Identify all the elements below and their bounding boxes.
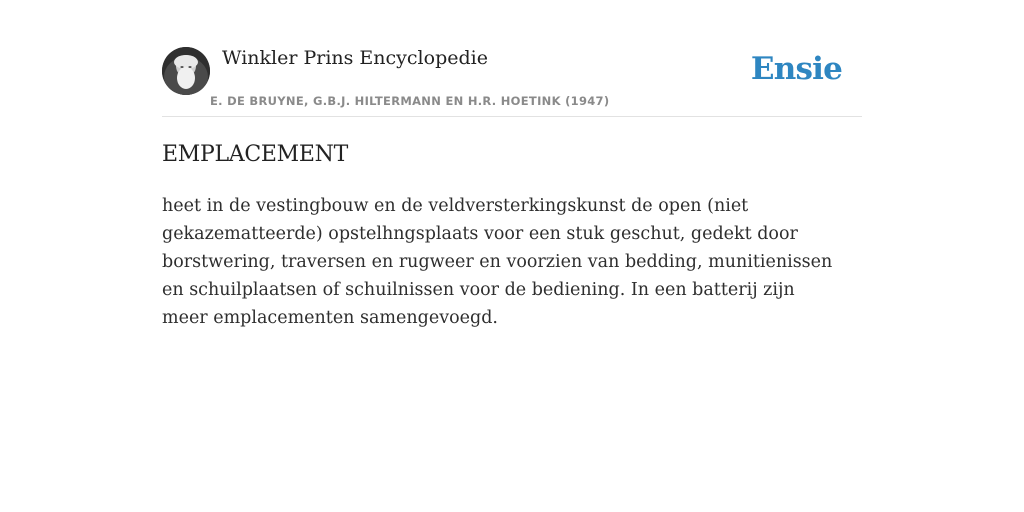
ensie-logo-link[interactable]: Ensie (750, 51, 842, 87)
avatar-portrait-icon (162, 47, 210, 95)
portrait-avatar[interactable] (162, 47, 210, 95)
article-headword: EMPLACEMENT (162, 142, 348, 167)
site-title[interactable]: Winkler Prins Encyclopedie (222, 47, 488, 69)
authors-credit: E. DE BRUYNE, G.B.J. HILTERMANN EN H.R. HOETINK (1947) (210, 94, 610, 108)
page-header (162, 0, 862, 117)
page-container (162, 0, 862, 328)
article-body-text: heet in de vestingbouw en de veldversterkingskunst de open (niet gekazematteerde) opstelhngsplaats voor een stuk geschut, gedekt door borstwering, traversen en rugweer en voorzien van bedding, munitienissen en schuilplaatsen of schuilnissen voor de bediening. In een batterij zijn meer emplacementen samengevoegd. (162, 196, 833, 328)
